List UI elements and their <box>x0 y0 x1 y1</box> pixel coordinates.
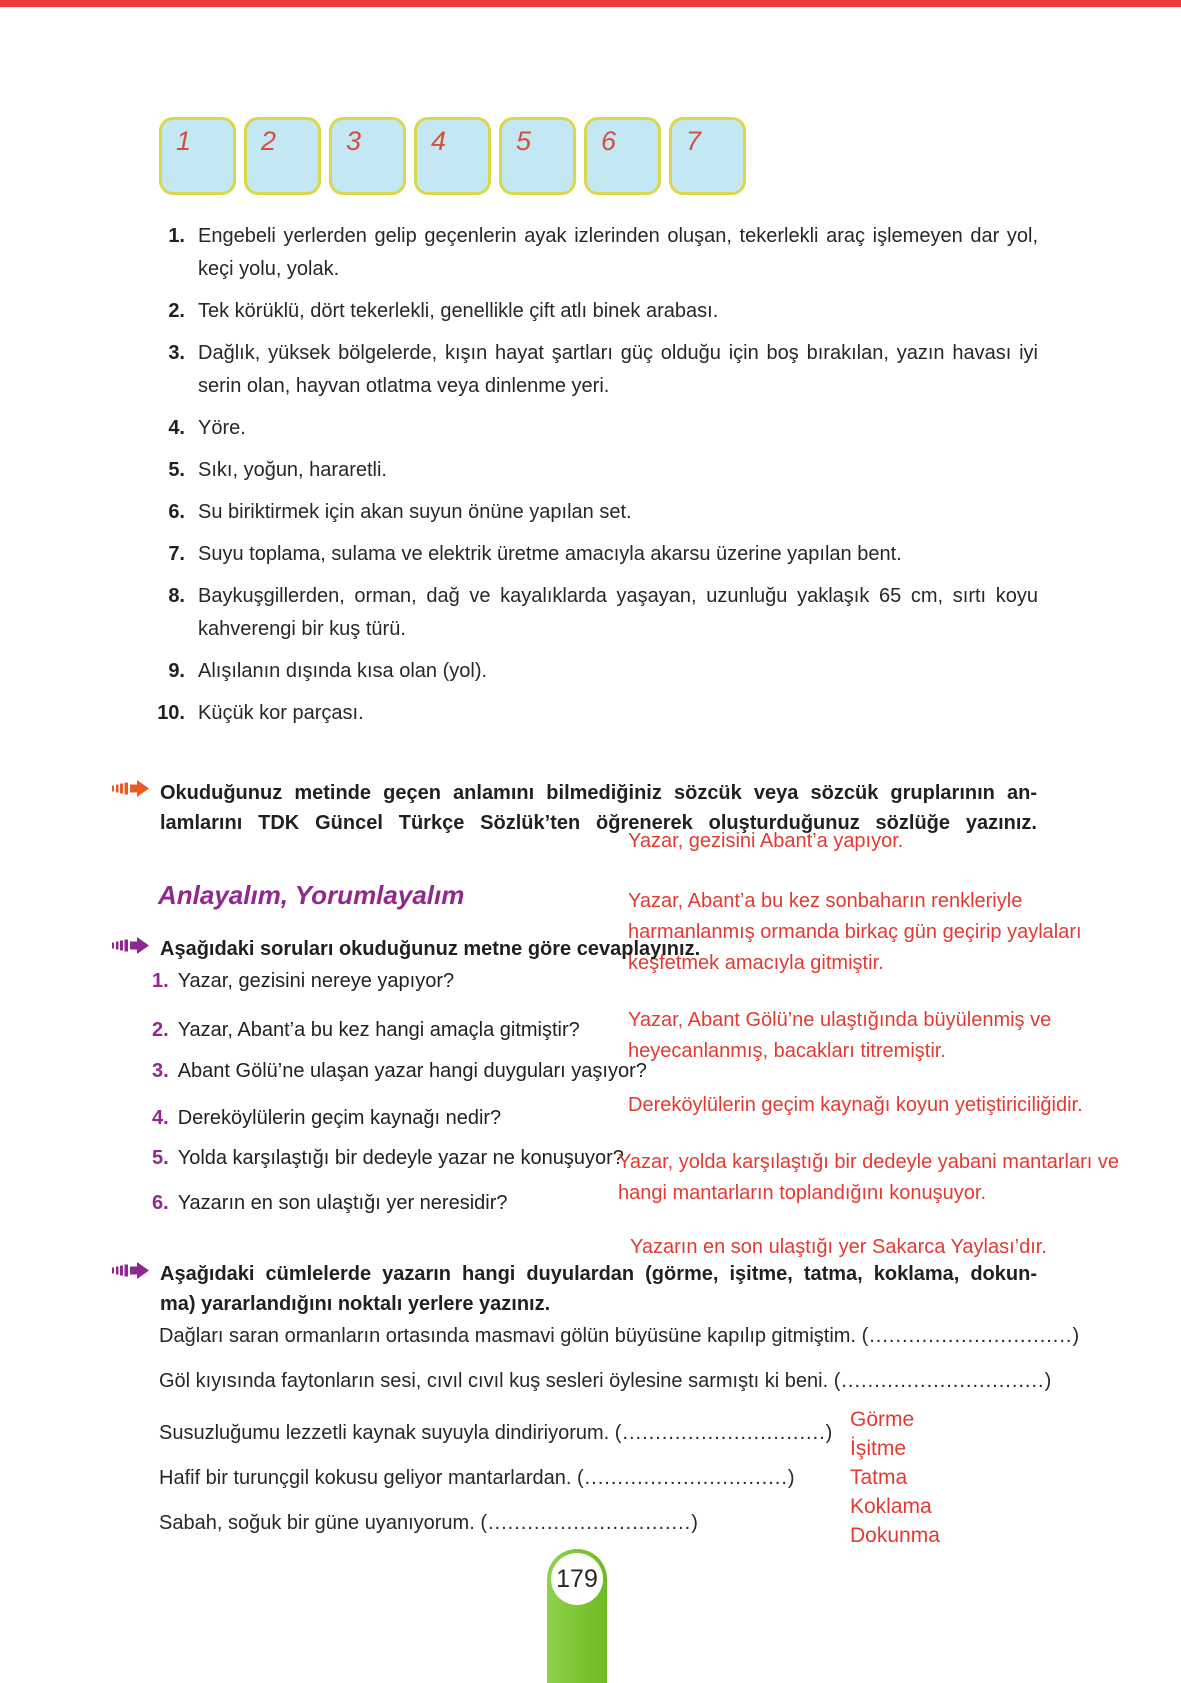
definition-number: 9. <box>168 660 185 682</box>
question-text: Yazarın en son ulaştığı yer neresidir? <box>177 1192 508 1214</box>
definition-item <box>148 454 1038 487</box>
definition-item <box>148 580 1038 646</box>
definition-number: 6. <box>168 501 185 523</box>
definition-number: 5. <box>168 459 185 481</box>
sense-answer: İşitme <box>850 1437 907 1460</box>
box-number: 1 <box>176 126 192 156</box>
question-5 <box>152 1147 624 1170</box>
answer-blank: (...............................) <box>861 1325 1081 1347</box>
answer-4: Dereköylülerin geçim kaynağı koyun yetiştiriciliğidir. <box>628 1094 1083 1116</box>
question-number: 4. <box>152 1107 169 1129</box>
question-text: Yazar, Abant’a bu kez hangi amaçla gitmiştir? <box>177 1019 580 1041</box>
sentence-text: Susuzluğumu lezzetli kaynak suyuyla dindiriyorum. <box>159 1422 615 1444</box>
question-number: 1. <box>152 970 169 992</box>
definition-number: 2. <box>168 300 185 322</box>
definition-text: Tek körüklü, dört tekerlekli, genellikle çift atlı binek arabası. <box>198 300 719 322</box>
definition-number: 3. <box>168 342 185 364</box>
sentence-text: Göl kıyısında faytonların sesi, cıvıl cıvıl kuş sesleri öylesine sarmıştı ki beni. <box>159 1370 834 1392</box>
question-number: 5. <box>152 1147 169 1169</box>
definition-number: 10. <box>157 702 185 724</box>
box-number: 5 <box>516 126 532 156</box>
answer-5-line1: Yazar, yolda karşılaştığı bir dedeyle yabani mantarları ve <box>618 1151 1119 1173</box>
definition-number: 1. <box>168 225 185 247</box>
definition-text: Su biriktirmek için akan suyun önüne yapılan set. <box>198 501 632 523</box>
definition-text: Suyu toplama, sulama ve elektrik üretme amacıyla akarsu üzerine yapılan bent. <box>198 543 902 565</box>
sense-sentence-1 <box>159 1325 1080 1348</box>
answer-1: Yazar, gezisini Abant’a yapıyor. <box>628 830 904 852</box>
senses-directive <box>160 1259 1037 1319</box>
definition-text: Engebeli yerlerden gelip geçenlerin ayak izlerinden oluşan, tekerlekli araç işlemeyen dar yol, keçi yolu, yolak. <box>198 225 1038 280</box>
numbered-word-boxes <box>159 117 746 195</box>
definition-text: Sıkı, yoğun, hararetli. <box>198 459 387 481</box>
box-number: 2 <box>261 126 277 156</box>
word-box <box>159 117 236 195</box>
sense-answer: Koklama <box>850 1495 932 1518</box>
question-text: Yazar, gezisini nereye yapıyor? <box>177 970 455 992</box>
questions-directive: Aşağıdaki soruları okuduğunuz metne göre cevaplayınız. <box>160 938 701 960</box>
dictionary-directive-line2: lamlarını TDK Güncel Türkçe Sözlük’ten öğrenerek oluşturduğunuz sözlüğe yazınız. <box>160 812 1037 834</box>
question-4 <box>152 1107 501 1130</box>
answer-blank: (...............................) <box>833 1370 1053 1392</box>
sense-answer: Dokunma <box>850 1524 940 1547</box>
box-number: 3 <box>346 126 362 156</box>
answer-blank: (...............................) <box>576 1467 796 1489</box>
definition-number: 8. <box>168 585 185 607</box>
question-text: Dereköylülerin geçim kaynağı nedir? <box>177 1107 502 1129</box>
sense-sentence-5 <box>159 1512 699 1535</box>
sense-sentence-2 <box>159 1370 1052 1393</box>
answer-2-line3: keşfetmek amacıyla gitmiştir. <box>628 952 884 974</box>
answer-5 <box>618 1147 1119 1209</box>
definition-item <box>148 496 1038 529</box>
dictionary-directive <box>160 778 1037 838</box>
word-box <box>244 117 321 195</box>
answer-3-line1: Yazar, Abant Gölü’ne ulaştığında büyülenmiş ve <box>628 1009 1052 1031</box>
word-box <box>414 117 491 195</box>
answer-blank: (...............................) <box>480 1512 699 1534</box>
word-box <box>669 117 746 195</box>
senses-directive-line2: ma) yararlandığını noktalı yerlere yazınız. <box>160 1293 551 1315</box>
answer-5-line2: hangi mantarların toplandığını konuşuyor. <box>618 1182 987 1204</box>
definition-item <box>148 337 1038 403</box>
word-box <box>499 117 576 195</box>
answer-2 <box>628 886 1082 979</box>
senses-directive-line1: Aşağıdaki cümlelerde yazarın hangi duyulardan (görme, işitme, tatma, koklama, dokun- <box>160 1263 1037 1285</box>
definition-number: 4. <box>168 417 185 439</box>
question-3 <box>152 1060 647 1083</box>
word-box <box>584 117 661 195</box>
section-heading: Anlayalım, Yorumlayalım <box>158 880 465 910</box>
definition-text: Alışılanın dışında kısa olan (yol). <box>198 660 488 682</box>
definition-text: Dağlık, yüksek bölgelerde, kışın hayat şartları güç olduğu için boş bırakılan, yazın havası iyi serin olan, hayvan otlatma veya dinlenme yeri. <box>198 342 1038 397</box>
striped-arrow-icon <box>112 780 149 797</box>
striped-arrow-icon <box>112 937 149 954</box>
sentence-text: Dağları saran ormanların ortasında masmavi gölün büyüsüne kapılıp gitmiştim. <box>159 1325 862 1347</box>
question-2 <box>152 1019 580 1042</box>
page-number: 179 <box>551 1553 603 1605</box>
word-box <box>329 117 406 195</box>
definition-item <box>148 220 1038 286</box>
sense-answer: Tatma <box>850 1466 908 1489</box>
definition-item <box>148 412 1038 445</box>
sense-sentence-3 <box>159 1422 833 1445</box>
question-6 <box>152 1192 508 1215</box>
box-number: 7 <box>686 126 702 156</box>
answer-3 <box>628 1005 1051 1067</box>
sense-answers <box>850 1405 940 1550</box>
answer-3-line2: heyecanlanmış, bacakları titremiştir. <box>628 1040 946 1062</box>
definition-text: Yöre. <box>198 417 246 439</box>
question-number: 3. <box>152 1060 169 1082</box>
question-text: Abant Gölü’ne ulaşan yazar hangi duyguları yaşıyor? <box>177 1060 647 1082</box>
answer-2-line1: Yazar, Abant’a bu kez sonbaharın renkleriyle <box>628 890 1023 912</box>
question-number: 6. <box>152 1192 169 1214</box>
top-red-bar <box>0 0 1181 7</box>
definition-item <box>148 295 1038 328</box>
definition-item <box>148 655 1038 688</box>
definition-text: Baykuşgillerden, orman, dağ ve kayalıklarda yaşayan, uzunluğu yaklaşık 65 cm, sırtı koyu kahverengi bir kuş türü. <box>198 585 1038 640</box>
striped-arrow-icon <box>112 1262 149 1279</box>
definition-number: 7. <box>168 543 185 565</box>
answer-6: Yazarın en son ulaştığı yer Sakarca Yaylası’dır. <box>630 1236 1047 1258</box>
page-number-tab <box>547 1549 607 1683</box>
sentence-text: Sabah, soğuk bir güne uyanıyorum. <box>159 1512 481 1534</box>
answer-2-line2: harmanlanmış ormanda birkaç gün geçirip yaylaları <box>628 921 1082 943</box>
definition-text: Küçük kor parçası. <box>198 702 364 724</box>
question-number: 2. <box>152 1019 169 1041</box>
sense-answer: Görme <box>850 1408 915 1431</box>
answer-blank: (...............................) <box>614 1422 834 1444</box>
box-number: 4 <box>431 126 447 156</box>
definition-list <box>148 220 1038 739</box>
sentence-text: Hafif bir turunçgil kokusu geliyor mantarlardan. <box>159 1467 577 1489</box>
box-number: 6 <box>601 126 617 156</box>
sense-sentence-4 <box>159 1467 796 1490</box>
question-text: Yolda karşılaştığı bir dedeyle yazar ne konuşuyor? <box>177 1147 624 1169</box>
definition-item <box>148 697 1038 730</box>
question-1 <box>152 970 454 993</box>
dictionary-directive-line1: Okuduğunuz metinde geçen anlamını bilmediğiniz sözcük veya sözcük gruplarının an- <box>160 782 1037 804</box>
definition-item <box>148 538 1038 571</box>
